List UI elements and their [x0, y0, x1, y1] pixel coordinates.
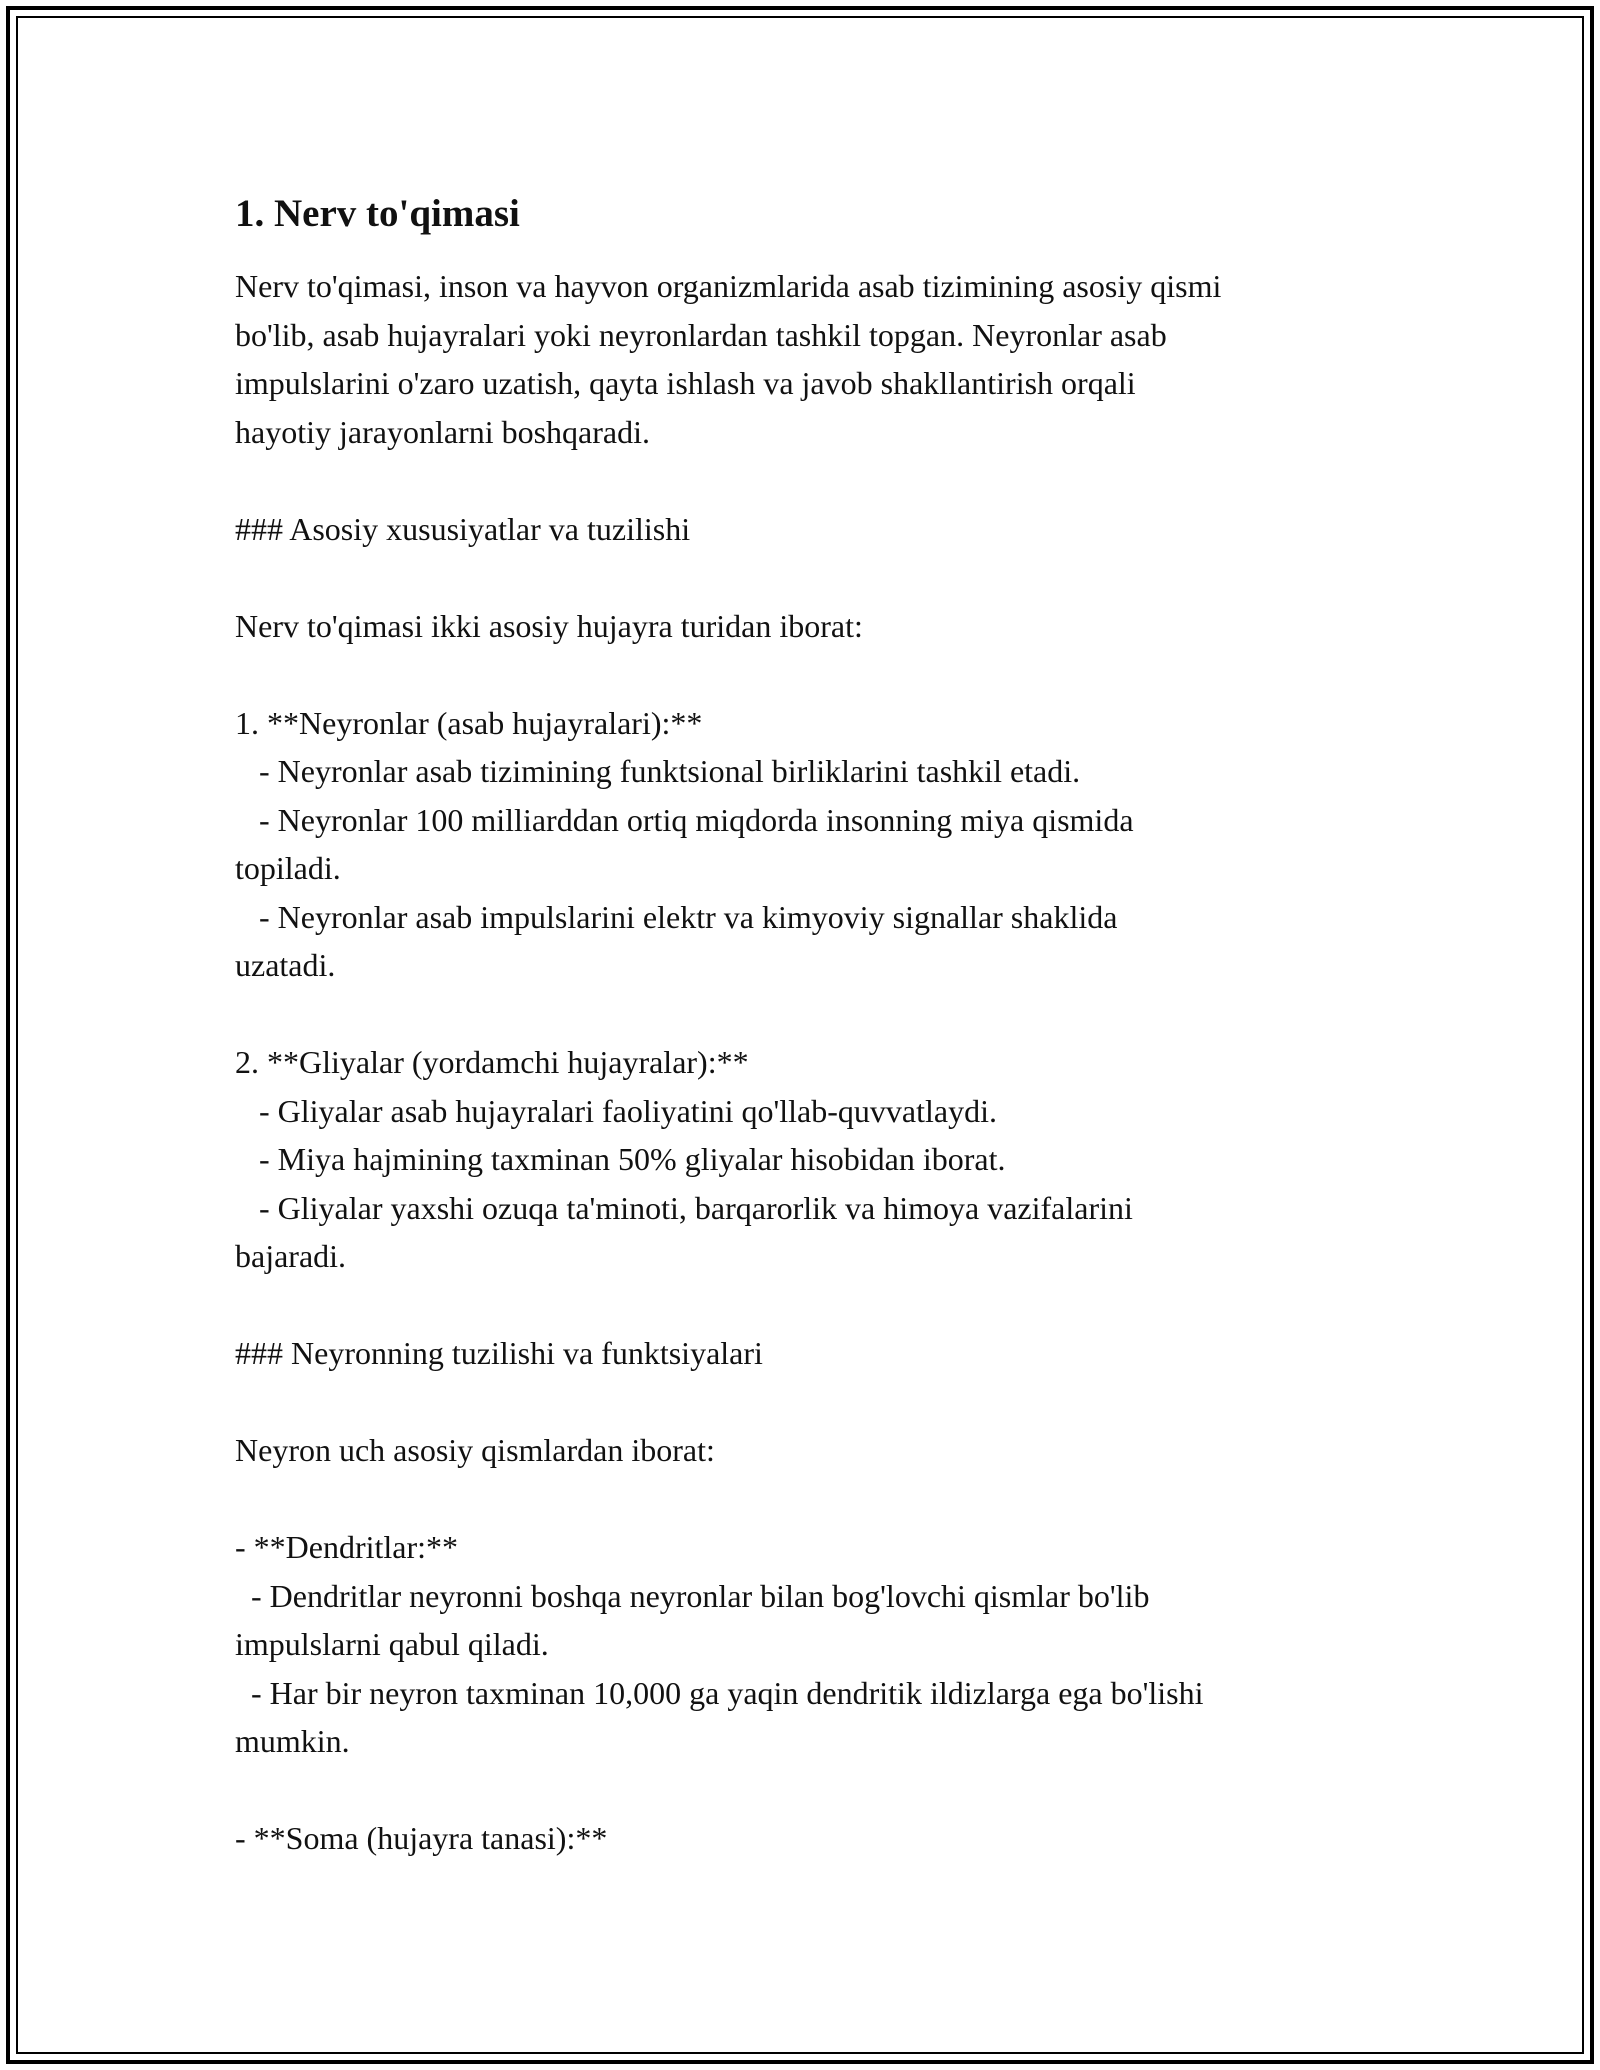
- document-content: [235, 186, 1415, 1863]
- section-heading: 1. Nerv to'qimasi: [235, 192, 520, 235]
- section-body-text: Nerv to'qimasi, inson va hayvon organizmlarida asab tizimining asosiy qismi bo'lib, asab hujayralari yoki neyronlardan tashkil topgan. Neyronlar asab impulslarini o'zaro uzatish, qayta ishlash va javob shakllantirish orqali hayotiy jarayonlarni boshqaradi. ### Asosiy xususiyatlar va tuzilishi Nerv to'qimasi ikki asosiy hujayra turidan iborat: 1. **Neyronlar (asab hujayralari):** - Neyronlar asab tizimining funktsional birliklarini tashkil etadi. - Neyronlar 100 milliarddan ortiq miqdorda insonning miya qismida topiladi. - Neyronlar asab impulslarini elektr va kimyoviy signallar shaklida uzatadi. 2. **Gliyalar (yordamchi hujayralar):** - Gliyalar asab hujayralari faoliyatini qo'llab-quvvatlaydi. - Miya hajmining taxminan 50% gliyalar hisobidan iborat. - Gliyalar yaxshi ozuqa ta'minoti, barqarorlik va himoya vazifalarini bajaradi. ### Neyronning tuzilishi va funktsiyalari Neyron uch asosiy qismlardan iborat: - **Dendritlar:** - Dendritlar neyronni boshqa neyronlar bilan bog'lovchi qismlar bo'lib impulslarni qabul qiladi. - Har bir neyron taxminan 10,000 ga yaqin dendritik ildizlarga ega bo'lishi mumkin. - **Soma (hujayra tanasi):**: [235, 268, 1222, 1856]
